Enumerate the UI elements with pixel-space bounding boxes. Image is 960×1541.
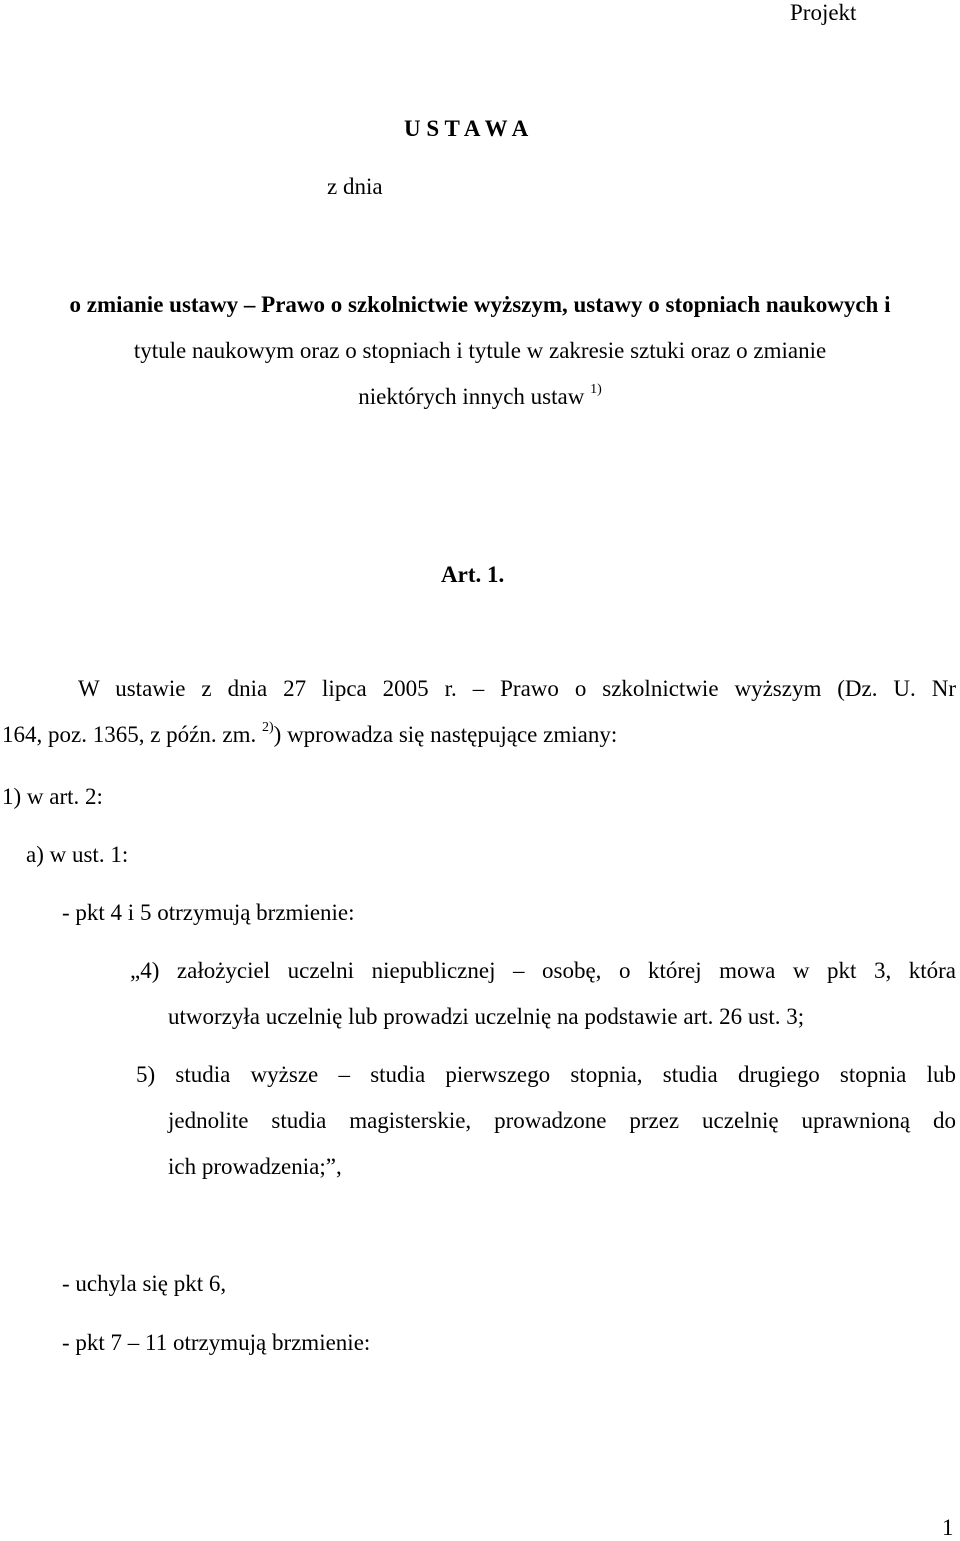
dash-item-2: - uchyla się pkt 6, — [62, 1271, 227, 1296]
intro-line-2-b: ) wprowadza się następujące zmiany: — [273, 722, 618, 747]
dash-item-3: - pkt 7 – 11 otrzymują brzmienie: — [62, 1330, 371, 1355]
dash-item-1: - pkt 4 i 5 otrzymują brzmienie: — [62, 900, 355, 925]
quote-item-5-line-3: ich prowadzenia;”, — [168, 1154, 342, 1179]
quote-item-5-line-2: jednolite studia magisterskie, prowadzone przez uczelnię uprawnioną do — [168, 1108, 956, 1133]
footnote-ref-1[interactable]: 1) — [590, 382, 602, 397]
item-1a: a) w ust. 1: — [26, 842, 129, 867]
intro-line-1: W ustawie z dnia 27 lipca 2005 r. – Prawo o szkolnictwie wyższym (Dz. U. Nr — [78, 676, 956, 701]
ustawa-title: U S T A W A — [404, 116, 529, 141]
ustawa-date: z dnia — [327, 174, 383, 199]
quote-item-4-line-2: utworzyła uczelnię lub prowadzi uczelnię na podstawie art. 26 ust. 3; — [168, 1004, 805, 1029]
quote-item-4-line-1: „4) założyciel uczelni niepublicznej – osobę, o której mowa w pkt 3, która — [130, 958, 956, 983]
page-number: 1 — [942, 1515, 954, 1540]
footnote-ref-2[interactable]: 2) — [261, 720, 274, 735]
subject-line-2: tytule naukowym oraz o stopniach i tytule w zakresie sztuki oraz o zmianie — [133, 338, 827, 363]
subject-line-3-text: niektórych innych ustaw — [358, 384, 585, 409]
intro-line-2-a: 164, poz. 1365, z późn. zm. — [2, 722, 257, 747]
projekt-label: Projekt — [790, 0, 857, 25]
item-1: 1) w art. 2: — [2, 784, 103, 809]
subject-line-3 — [0, 384, 960, 410]
intro-line-2 — [2, 722, 617, 748]
quote-item-5-line-1: 5) studia wyższe – studia pierwszego stopnia, studia drugiego stopnia lub — [136, 1062, 956, 1087]
subject-line-1: o zmianie ustawy – Prawo o szkolnictwie wyższym, ustawy o stopniach naukowych i — [69, 292, 891, 317]
article-heading: Art. 1. — [441, 562, 505, 587]
